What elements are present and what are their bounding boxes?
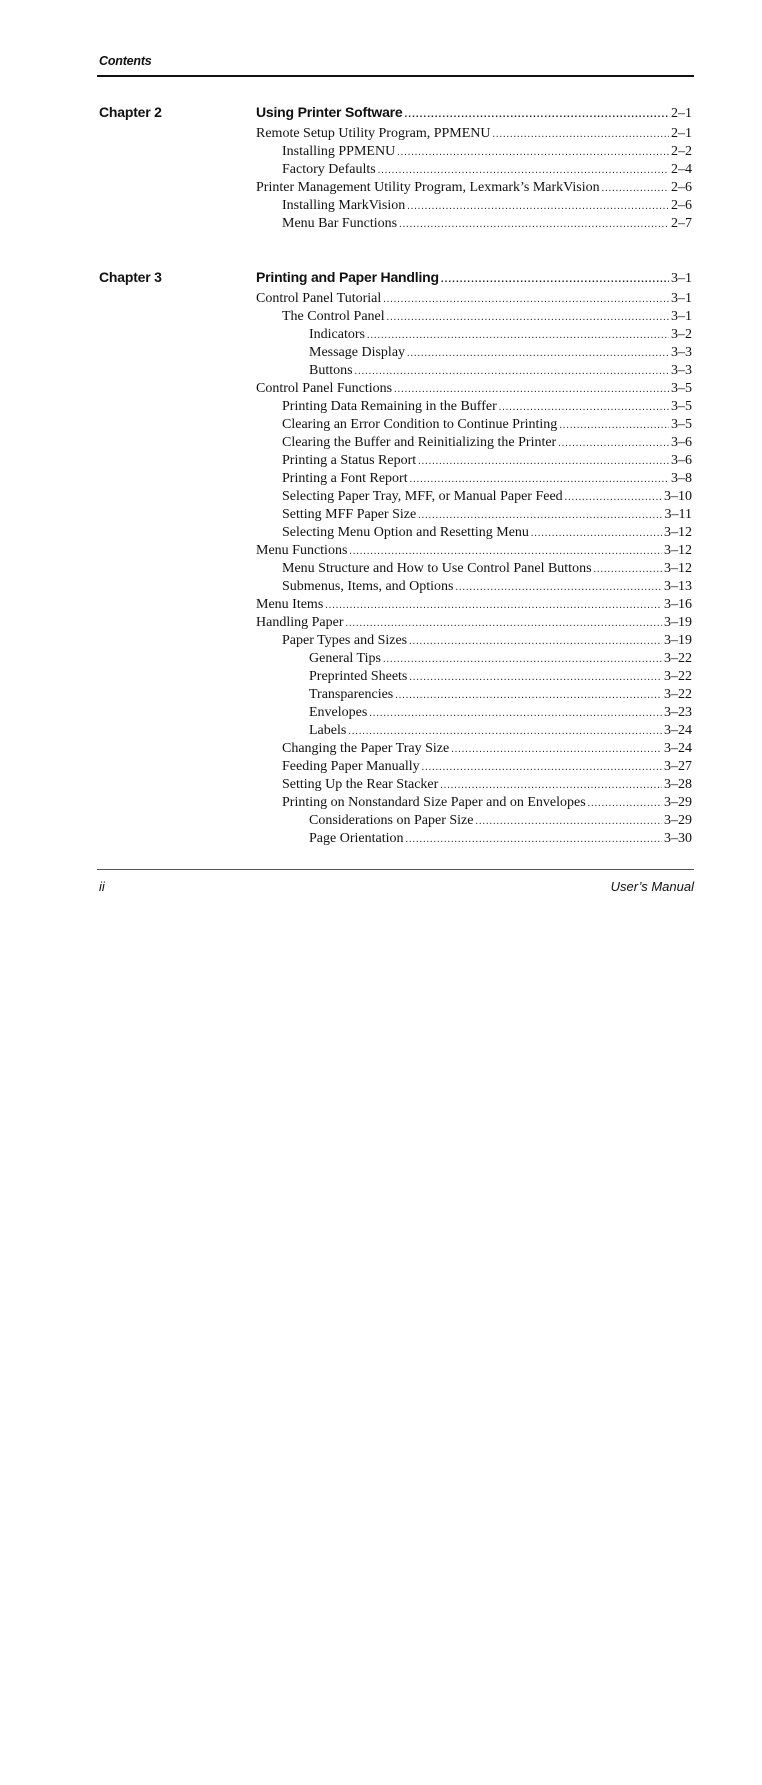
toc-entry-title: Paper Types and Sizes <box>282 633 408 648</box>
toc-entry-title: Clearing the Buffer and Reinitializing the Printer <box>282 435 557 450</box>
toc-entry-page: 3–28 <box>664 777 692 792</box>
toc-entry-page: 3–22 <box>664 651 692 666</box>
toc-entry-page: 2–1 <box>671 126 692 141</box>
toc-entry-title: Feeding Paper Manually <box>282 759 420 774</box>
toc-entry-page: 3–5 <box>671 399 692 414</box>
toc-entry-title: Indicators <box>309 327 365 342</box>
dot-leader <box>418 507 662 525</box>
footer-rule <box>97 869 694 870</box>
toc-entry <box>256 722 692 740</box>
toc-entry-page: 3–29 <box>664 795 692 810</box>
toc-entry-page: 3–22 <box>664 687 692 702</box>
toc-entry-title: Menu Structure and How to Use Control Panel Buttons <box>282 561 592 576</box>
header-rule <box>97 75 694 77</box>
dot-leader <box>451 741 662 759</box>
dot-leader <box>499 399 669 417</box>
toc-entry <box>256 830 692 848</box>
toc-entry-page: 3–19 <box>664 615 692 630</box>
toc-entry <box>256 524 692 542</box>
toc-entry-page: 3–5 <box>671 381 692 396</box>
toc-entry-title: Printing on Nonstandard Size Paper and on Envelopes <box>282 795 586 810</box>
dot-leader <box>378 162 669 180</box>
toc-entry-title: Setting MFF Paper Size <box>282 507 417 522</box>
toc-entry-page: 3–3 <box>671 363 692 378</box>
dot-leader <box>410 471 669 489</box>
footer-manual-title: User’s Manual <box>610 879 694 894</box>
toc-entry-page: 3–22 <box>664 669 692 684</box>
toc-entry-page: 3–3 <box>671 345 692 360</box>
dot-leader <box>602 180 669 198</box>
toc-entry <box>256 812 692 830</box>
toc-entry-page: 2–7 <box>671 216 692 231</box>
chapter-3-toc <box>256 268 692 848</box>
dot-leader <box>355 363 669 381</box>
toc-entry-title: Envelopes <box>309 705 368 720</box>
toc-entry-page: 3–24 <box>664 741 692 756</box>
dot-leader <box>588 795 662 813</box>
toc-entry-page: 3–12 <box>664 561 692 576</box>
toc-entry-page: 3–2 <box>671 327 692 342</box>
dot-leader <box>558 435 669 453</box>
toc-entry-title: Installing PPMENU <box>282 144 396 159</box>
toc-entry-page: 2–1 <box>671 106 692 121</box>
dot-leader <box>475 813 662 831</box>
toc-entry <box>256 794 692 812</box>
toc-entry-title: Submenus, Items, and Options <box>282 579 454 594</box>
toc-entry-page: 3–29 <box>664 813 692 828</box>
dot-leader <box>387 309 669 327</box>
toc-entry-title: Selecting Menu Option and Resetting Menu <box>282 525 529 540</box>
toc-entry-page: 3–8 <box>671 471 692 486</box>
toc-entry <box>256 470 692 488</box>
toc-entry-title: Page Orientation <box>309 831 404 846</box>
toc-entry-page: 3–1 <box>671 291 692 306</box>
dot-leader <box>418 453 669 471</box>
toc-entry-page: 3–6 <box>671 453 692 468</box>
dot-leader <box>405 831 662 849</box>
toc-entry-title: Printing and Paper Handling <box>256 269 439 285</box>
toc-entry-title: Setting Up the Rear Stacker <box>282 777 439 792</box>
toc-entry <box>256 197 692 215</box>
running-head: Contents <box>99 54 152 68</box>
toc-entry-title: Selecting Paper Tray, MFF, or Manual Paper Feed <box>282 489 563 504</box>
dot-leader <box>594 561 662 579</box>
footer-page-number: ii <box>99 879 105 894</box>
toc-entry-page: 3–5 <box>671 417 692 432</box>
dot-leader <box>325 597 662 615</box>
dot-leader <box>367 327 669 345</box>
dot-leader <box>395 687 662 705</box>
dot-leader <box>559 417 669 435</box>
dot-leader <box>348 723 662 741</box>
dot-leader <box>409 633 662 651</box>
toc-entry-title: Control Panel Functions <box>256 381 393 396</box>
toc-entry <box>256 179 692 197</box>
toc-entry-page: 3–12 <box>664 543 692 558</box>
toc-entry-title: Control Panel Tutorial <box>256 291 382 306</box>
dot-leader <box>565 489 662 507</box>
toc-entry-page: 3–10 <box>664 489 692 504</box>
toc-entry-title: Printing a Font Report <box>282 471 408 486</box>
toc-entry <box>256 308 692 326</box>
toc-entry <box>256 434 692 452</box>
toc-entry-title: Using Printer Software <box>256 104 403 120</box>
toc-entry <box>256 416 692 434</box>
dot-leader <box>409 669 662 687</box>
toc-entry-page: 3–13 <box>664 579 692 594</box>
dot-leader <box>493 126 670 144</box>
dot-leader <box>397 144 669 162</box>
toc-entry <box>256 650 692 668</box>
toc-entry <box>256 560 692 578</box>
chapter-title-entry <box>256 268 692 286</box>
dot-leader <box>407 345 669 363</box>
toc-entry-page: 3–24 <box>664 723 692 738</box>
toc-entry-title: Menu Functions <box>256 543 348 558</box>
toc-entry-page: 3–12 <box>664 525 692 540</box>
chapter-2-label: Chapter 2 <box>99 104 162 120</box>
dot-leader <box>440 777 662 795</box>
dot-leader <box>441 271 669 289</box>
toc-entry <box>256 125 692 143</box>
toc-entry <box>256 362 692 380</box>
dot-leader <box>383 651 662 669</box>
toc-entry-title: Remote Setup Utility Program, PPMENU <box>256 126 491 141</box>
toc-entry-page: 2–6 <box>671 180 692 195</box>
dot-leader <box>345 615 662 633</box>
toc-entry-page: 3–23 <box>664 705 692 720</box>
toc-entry <box>256 614 692 632</box>
dot-leader <box>383 291 669 309</box>
toc-entry <box>256 668 692 686</box>
toc-entry-title: General Tips <box>309 651 381 666</box>
toc-entry-title: Factory Defaults <box>282 162 376 177</box>
toc-entry-page: 3–19 <box>664 633 692 648</box>
chapter-title-entry <box>256 103 692 121</box>
toc-entry <box>256 632 692 650</box>
toc-entry-page: 3–1 <box>671 271 692 286</box>
dot-leader <box>394 381 669 399</box>
toc-entry <box>256 776 692 794</box>
toc-entry-title: Installing MarkVision <box>282 198 406 213</box>
toc-entry <box>256 578 692 596</box>
toc-entry <box>256 542 692 560</box>
toc-entry <box>256 290 692 308</box>
dot-leader <box>407 198 669 216</box>
toc-entry-page: 3–6 <box>671 435 692 450</box>
toc-entry-title: Labels <box>309 723 347 738</box>
toc-entry-page: 3–11 <box>664 507 692 522</box>
toc-entry <box>256 326 692 344</box>
toc-entry <box>256 488 692 506</box>
toc-entry-title: Printer Management Utility Program, Lexmark’s MarkVision <box>256 180 600 195</box>
toc-entry-title: Menu Items <box>256 597 324 612</box>
toc-entry-title: Considerations on Paper Size <box>309 813 474 828</box>
toc-entry-page: 3–27 <box>664 759 692 774</box>
dot-leader <box>405 106 669 124</box>
toc-entry-title: Transparencies <box>309 687 394 702</box>
toc-entry-page: 3–1 <box>671 309 692 324</box>
toc-entry <box>256 506 692 524</box>
toc-entry <box>256 143 692 161</box>
chapter-2-toc <box>256 103 692 233</box>
toc-entry-title: Buttons <box>309 363 353 378</box>
dot-leader <box>531 525 662 543</box>
toc-entry <box>256 344 692 362</box>
toc-entry-title: Printing a Status Report <box>282 453 417 468</box>
toc-entry-title: Clearing an Error Condition to Continue Printing <box>282 417 558 432</box>
toc-entry-page: 2–2 <box>671 144 692 159</box>
chapter-3-label: Chapter 3 <box>99 269 162 285</box>
toc-entry <box>256 161 692 179</box>
toc-entry-title: Message Display <box>309 345 406 360</box>
toc-entry-title: Menu Bar Functions <box>282 216 398 231</box>
toc-entry-title: The Control Panel <box>282 309 385 324</box>
toc-entry-title: Preprinted Sheets <box>309 669 408 684</box>
dot-leader <box>369 705 662 723</box>
toc-entry <box>256 215 692 233</box>
dot-leader <box>399 216 669 234</box>
toc-entry <box>256 758 692 776</box>
toc-entry-page: 3–16 <box>664 597 692 612</box>
toc-entry <box>256 452 692 470</box>
toc-entry-title: Handling Paper <box>256 615 344 630</box>
toc-entry <box>256 380 692 398</box>
dot-leader <box>349 543 662 561</box>
toc-entry-page: 3–30 <box>664 831 692 846</box>
toc-entry-title: Changing the Paper Tray Size <box>282 741 450 756</box>
toc-entry-page: 2–6 <box>671 198 692 213</box>
toc-entry <box>256 740 692 758</box>
dot-leader <box>422 759 662 777</box>
dot-leader <box>456 579 663 597</box>
toc-entry <box>256 686 692 704</box>
toc-entry <box>256 398 692 416</box>
toc-entry <box>256 596 692 614</box>
toc-entry-title: Printing Data Remaining in the Buffer <box>282 399 497 414</box>
toc-entry-page: 2–4 <box>671 162 692 177</box>
toc-entry <box>256 704 692 722</box>
